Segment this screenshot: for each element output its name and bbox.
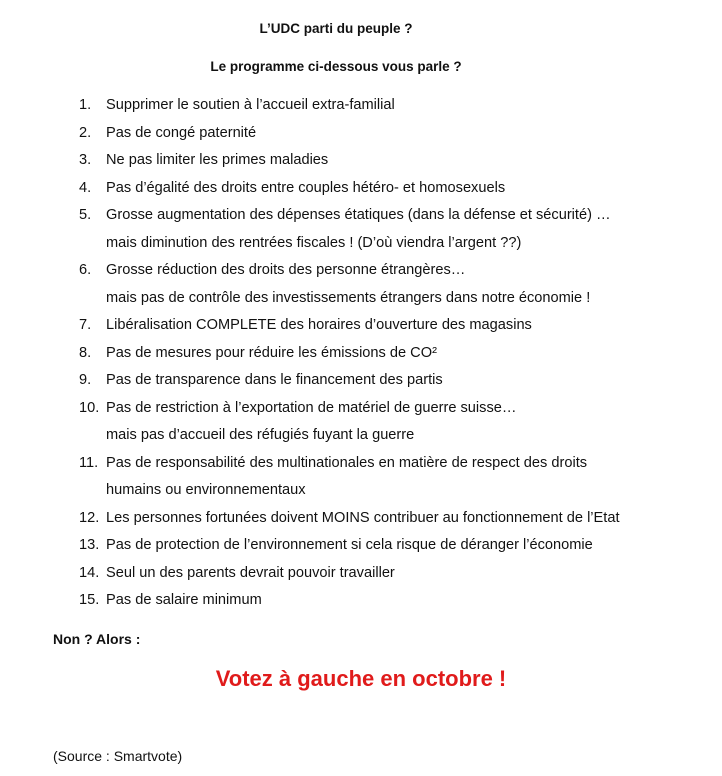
list-item xyxy=(79,532,709,560)
list-item xyxy=(79,395,709,450)
document-subtitle: Le programme ci-dessous vous parle ? xyxy=(210,59,462,74)
list-item-text xyxy=(106,175,709,203)
list-item-line: Pas d’égalité des droits entre couples hétéro- et homosexuels xyxy=(106,179,506,196)
list-item-line: mais pas de contrôle des investissements étrangers dans notre économie ! xyxy=(106,289,591,306)
call-to-action: Votez à gauche en octobre ! xyxy=(215,666,507,691)
list-item-text xyxy=(106,450,709,505)
list-item xyxy=(79,147,709,175)
list-item xyxy=(79,367,709,395)
list-item-number: 9. xyxy=(79,372,92,388)
list-item-line: Seul un des parents devrait pouvoir travailler xyxy=(106,564,395,581)
list-item-number: 11. xyxy=(79,454,99,471)
list-item-text xyxy=(106,367,709,395)
list-item-line: Supprimer le soutien à l’accueil extra-familial xyxy=(106,97,395,113)
list-item xyxy=(79,587,709,615)
list-item-text xyxy=(106,532,709,560)
list-item-number: 1. xyxy=(79,97,92,113)
list-item xyxy=(79,257,709,312)
list-item xyxy=(79,92,709,120)
list-item xyxy=(79,202,709,257)
list-item-line: Pas de protection de l’environnement si cela risque de déranger l’économie xyxy=(106,537,593,553)
list-item-number: 2. xyxy=(79,124,92,141)
list-item xyxy=(79,340,709,368)
list-item xyxy=(79,120,709,148)
list-item-text xyxy=(106,257,709,312)
list-item-number: 14. xyxy=(79,564,100,581)
list-item-text xyxy=(106,147,709,175)
list-item-line: Pas de salaire minimum xyxy=(106,592,262,608)
list-item-line: Libéralisation COMPLETE des horaires d’ouverture des magasins xyxy=(106,317,532,333)
list-item xyxy=(79,312,709,340)
list-item-line: humains ou environnementaux xyxy=(106,482,306,498)
list-item-line: Grosse augmentation des dépenses étatiques (dans la défense et sécurité) … xyxy=(106,207,611,223)
list-item-line: Grosse réduction des droits des personne étrangères… xyxy=(106,262,466,278)
list-item-number: 10. xyxy=(79,399,100,416)
list-item-text xyxy=(106,340,709,368)
list-item-text xyxy=(106,505,709,533)
list-item-line: mais pas d’accueil des réfugiés fuyant la guerre xyxy=(106,427,415,443)
list-item-line: Pas de mesures pour réduire les émissions de CO² xyxy=(106,344,437,361)
list-item xyxy=(79,450,709,505)
list-item xyxy=(79,560,709,588)
list-item-number: 15. xyxy=(79,592,100,608)
list-item-text xyxy=(106,92,709,120)
list-item xyxy=(79,175,709,203)
list-item-number: 5. xyxy=(79,207,92,223)
program-list xyxy=(79,92,709,615)
list-item-text xyxy=(106,395,709,450)
list-item-line: Pas de responsabilité des multinationales en matière de respect des droits xyxy=(106,454,588,471)
list-item-number: 8. xyxy=(79,344,92,361)
list-item-number: 6. xyxy=(79,262,92,278)
source-note: (Source : Smartvote) xyxy=(53,748,183,764)
list-item-line: Pas de transparence dans le financement des partis xyxy=(106,372,443,388)
list-item-text xyxy=(106,587,709,615)
list-item-line: Ne pas limiter les primes maladies xyxy=(106,152,329,168)
question-text: Non ? Alors : xyxy=(53,631,141,647)
list-item-line: Pas de congé paternité xyxy=(106,124,257,141)
list-item-number: 4. xyxy=(79,179,92,196)
list-item xyxy=(79,505,709,533)
list-item-number: 3. xyxy=(79,152,92,168)
document-title: L’UDC parti du peuple ? xyxy=(259,21,413,36)
list-item-number: 13. xyxy=(79,537,100,553)
list-item-line: Pas de restriction à l’exportation de matériel de guerre suisse… xyxy=(106,399,517,416)
list-item-number: 7. xyxy=(79,317,92,333)
list-item-text xyxy=(106,560,709,588)
list-item-text xyxy=(106,120,709,148)
list-item-line: Les personnes fortunées doivent MOINS contribuer au fonctionnement de l’Etat xyxy=(106,509,620,526)
list-item-text xyxy=(106,312,709,340)
list-item-number: 12. xyxy=(79,509,100,526)
list-item-line: mais diminution des rentrées fiscales ! (D’où viendra l’argent ??) xyxy=(106,234,522,251)
list-item-text xyxy=(106,202,709,257)
